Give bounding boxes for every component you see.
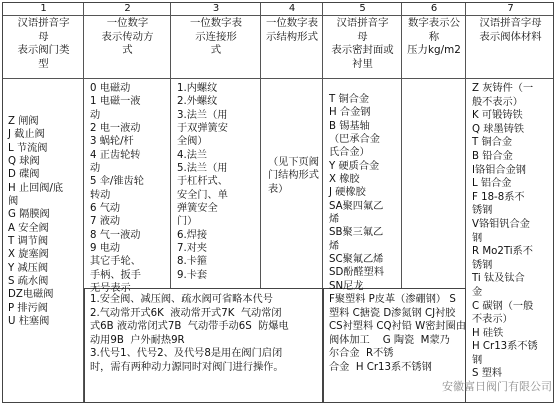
header-body-material: 汉语拼音字母 表示阀体材料	[479, 17, 542, 43]
header-drive-mode: 一位数字 表示传动方 式	[101, 17, 154, 57]
header-structure: 一位数字表 示结构形式	[266, 17, 318, 43]
header-valve-type: 汉语拼音字 母 表示阀门类 型	[17, 17, 70, 70]
col-number-1: 1	[40, 3, 47, 14]
company-watermark: 安徽富日阀门有限公司	[442, 380, 552, 393]
row-divider-numbers	[3, 15, 553, 16]
structure-note: （见下页阀 门结构形式 表）	[268, 157, 319, 195]
col-number-7: 7	[507, 3, 514, 14]
seal-list: T 铜合金 H 合金钢 B 锡基轴 （巴承合金 氏合金） Y 硬质合金 X 橡胶 J 硬橡胶 SA聚四氟乙 烯 SB聚三氟乙 烯 SC聚氟乙烯 SD酚醛塑料 SN尼龙	[329, 94, 385, 292]
notes-right: F聚塑料 P皮革（渗硼钢） S 塑料 C搪瓷 D渗氮钢 CJ衬胶 CS衬塑料 CQ衬铅 W密封圈由 阀体加工 G 陶瓷 M蒙乃 尔合金 R不锈 合金 H Cr13系不锈钢	[329, 294, 466, 373]
valve-code-table	[2, 2, 554, 403]
body-material-list: Z 灰铸件（一 般不表示） K 可锻铸铁 Q 球墨铸铁 T 铜合金 B 铅合金 I铬钼合金钢 L 铝合金 F 18-8系不 锈钢 V铬钼钒合金 钢 R Mo2Ti系不 锈钢 Ti 钛及钛合 金 C 碳钢（一般 不表示） H 硅铁 H Cr13系不锈 钢 S 塑料	[472, 83, 538, 380]
row-divider-headers	[3, 78, 553, 79]
valve-type-list: Z 闸阀 J 截止阀 L 节流阀 Q 球阀 D 碟阀 H 止回阀/底 阀 G 隔膜阀 A 安全阀 T 调节阀 X 旋塞阀 Y 减压阀 S 疏水阀 DZ电磁阀 P 排污阀 U 柱塞阀	[8, 116, 64, 328]
header-pressure: 数字表示公 称 压力kg/m2	[407, 17, 461, 57]
header-connection: 一位数字表 示连接形 式	[190, 17, 242, 57]
col-number-4: 4	[288, 3, 296, 14]
col-number-6: 6	[430, 3, 438, 14]
col-number-5: 5	[359, 3, 366, 14]
col-number-2: 2	[124, 3, 131, 14]
header-seal: 汉语拼音字 母 表示密封面或 衬里	[331, 17, 394, 70]
drive-mode-list: 0 电磁动 1 电磁一液 动 2 电一液动 3 蜗轮/杆 4 正齿轮转 动 5 伞/锥齿轮 转动 6 气动 7 液动 8 气一液动 9 电动 其它手轮、 手柄、扳手 无号表示	[90, 83, 144, 295]
col-number-3: 3	[212, 3, 220, 14]
connection-list: 1.内螺纹 2.外螺纹 3.法兰（用 于双弹簧安 全阀） 4.法兰 5.法兰（用 于杠杆式、 安全门、单 弹簧安全 门） 6.焊接 7.对夹 8.卡箍 9.卡套	[177, 83, 228, 281]
notes-left: 1.安全阀、减压阀、疏水阀可省略本代号 2.气动常开式6K 液动常开式7K 气动常闭 式6B 液动常闭式7B 气动带手动6S 防爆电 动用9B 户外耐热9R 3.代号1、代号2、及代号8是用在阀门启闭 时，需有两种动力源同时对阀门进行操作。	[90, 294, 289, 373]
